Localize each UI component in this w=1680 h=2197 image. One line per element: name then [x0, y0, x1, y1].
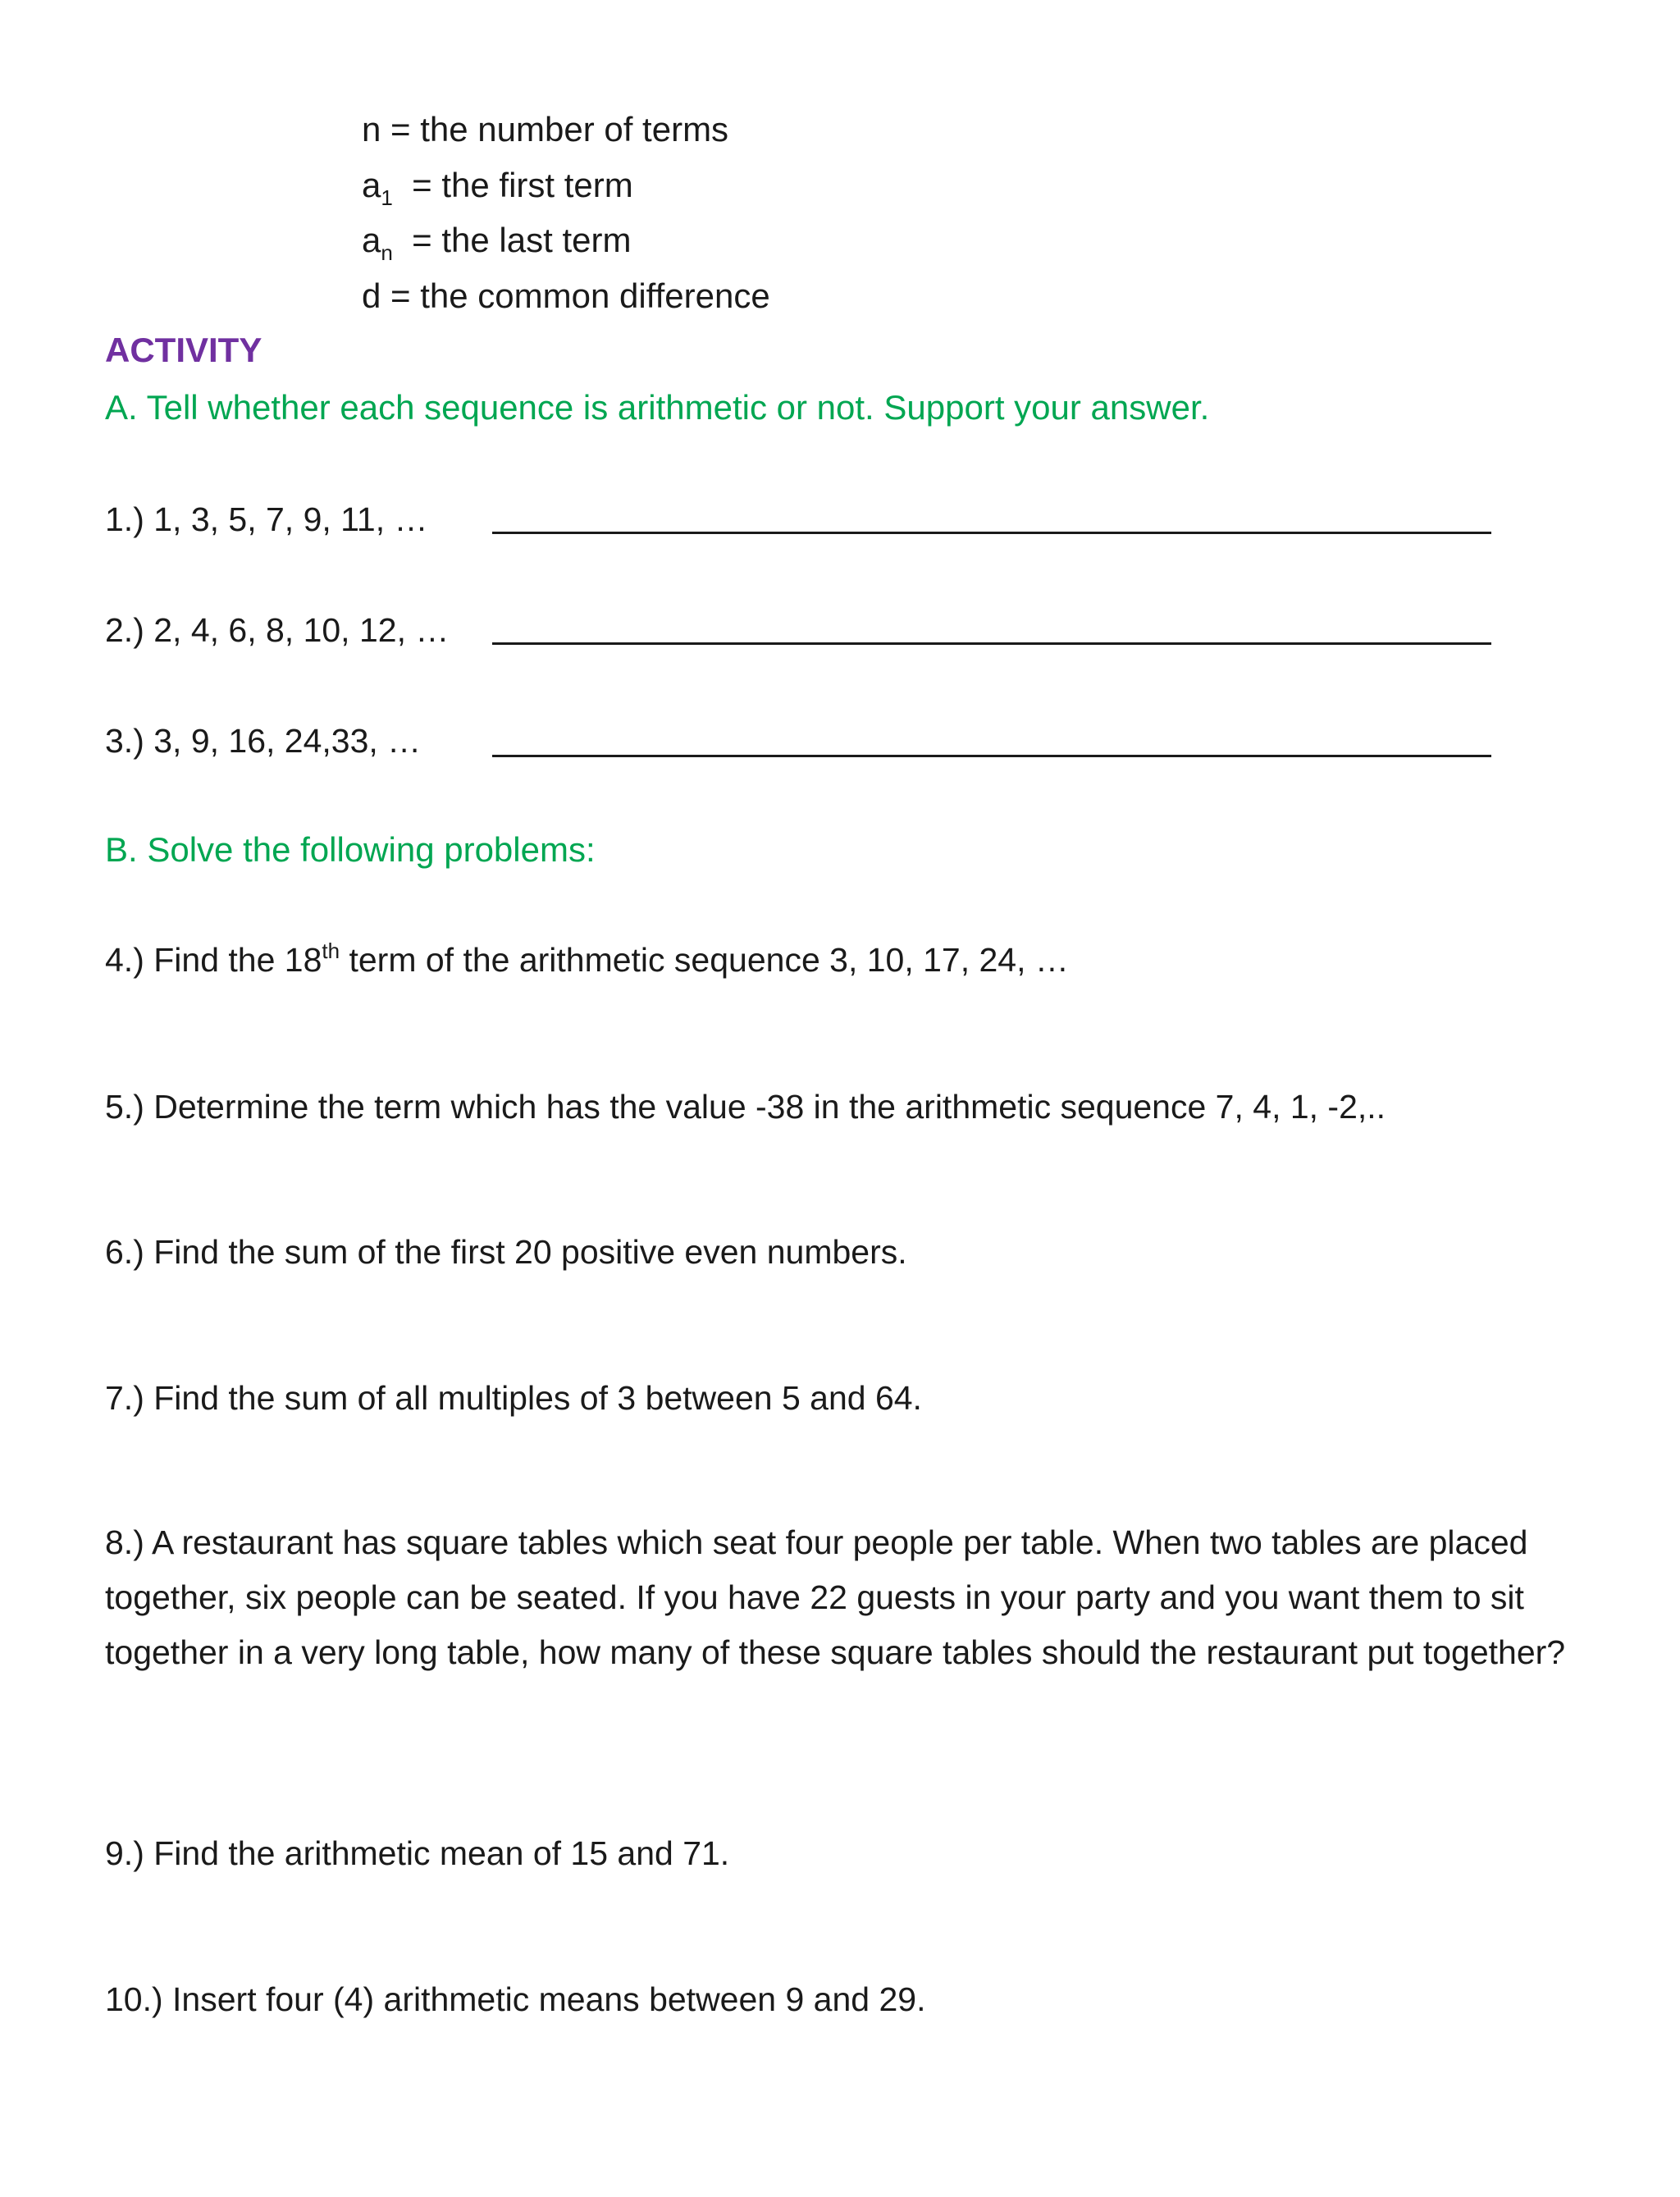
- symbol-a: a: [362, 221, 381, 259]
- question-10: 10.) Insert four (4) arithmetic means between 9 and 29.: [105, 1980, 926, 2018]
- symbol-a: a: [362, 166, 381, 204]
- definition-n: [362, 112, 728, 147]
- subscript-n: n: [381, 240, 393, 265]
- question-3: 3.) 3, 9, 16, 24,33, …: [105, 722, 422, 760]
- activity-heading: ACTIVITY: [105, 331, 262, 369]
- answer-line-3[interactable]: [492, 755, 1491, 757]
- question-4-text: 4.) Find the 18: [105, 941, 322, 979]
- question-6: 6.) Find the sum of the first 20 positive even numbers.: [105, 1233, 907, 1271]
- definition-d: [362, 276, 770, 315]
- section-a-heading: A. Tell whether each sequence is arithmetic or not. Support your answer.: [105, 388, 1210, 427]
- question-4-text-rest: term of the arithmetic sequence 3, 10, 17, 24, …: [340, 941, 1069, 979]
- definition-an-text: = the last term: [392, 221, 632, 259]
- question-1: 1.) 1, 3, 5, 7, 9, 11, …: [105, 500, 428, 538]
- answer-line-1[interactable]: [492, 532, 1491, 534]
- definition-d-text: = the common difference: [381, 276, 770, 315]
- symbol-d: d: [362, 276, 381, 315]
- question-4: [105, 941, 1069, 980]
- definition-a1-text: = the first term: [392, 166, 633, 204]
- definition-an: [362, 221, 632, 265]
- symbol-n: n: [362, 110, 381, 148]
- definition-n-text: = the number of terms: [381, 110, 729, 148]
- question-7: 7.) Find the sum of all multiples of 3 between 5 and 64.: [105, 1379, 922, 1417]
- question-9: 9.) Find the arithmetic mean of 15 and 71.: [105, 1834, 730, 1872]
- answer-line-2[interactable]: [492, 642, 1491, 645]
- subscript-1: 1: [381, 185, 393, 210]
- definition-a1: [362, 166, 633, 210]
- question-5: 5.) Determine the term which has the value -38 in the arithmetic sequence 7, 4, 1, -2,..: [105, 1088, 1386, 1126]
- question-8: 8.) A restaurant has square tables which seat four people per table. When two tables are placed together, six people can be seated. If you have 22 guests in your party and you want them to sit together in a very long table, how many of these square tables should the restaurant put together?: [105, 1523, 1566, 1671]
- section-b-heading: B. Solve the following problems:: [105, 830, 596, 869]
- superscript-th: th: [322, 939, 340, 963]
- question-2: 2.) 2, 4, 6, 8, 10, 12, …: [105, 611, 450, 649]
